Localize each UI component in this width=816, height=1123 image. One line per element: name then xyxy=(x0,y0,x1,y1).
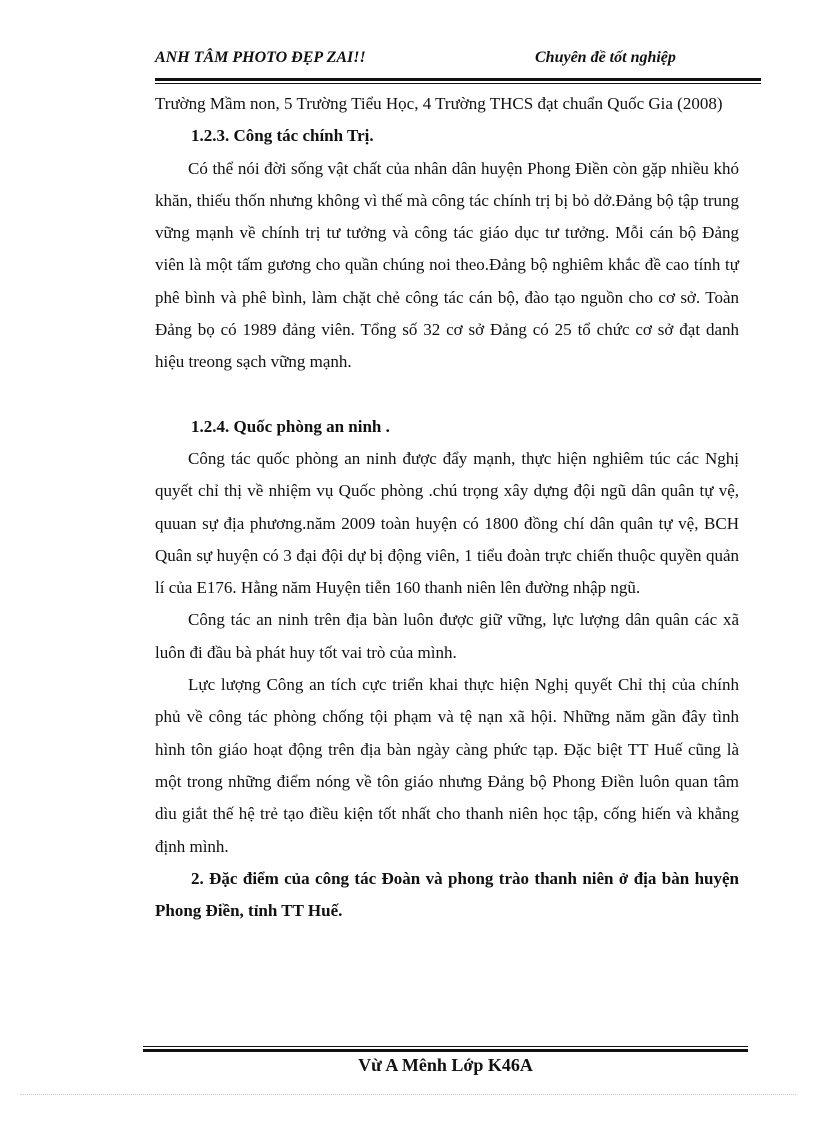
page-footer: Vừ A Mênh Lớp K46A xyxy=(358,1055,533,1075)
paragraph-defense-1: Công tác quốc phòng an ninh được đẩy mạnh, thực hiện nghiêm túc các Nghị quyết chỉ thị về nhiệm vụ Quốc phòng .chú trọng xây dựng đội ngũ dân quân tự vệ, quuan sự địa phương.năm 2009 toàn huyện có 1800 đồng chí dân quân tự vệ, BCH Quân sự huyện có 3 đại đội dự bị động viên, 1 tiểu đoàn trực chiến thuộc quyền quản lí của E176. Hằng năm Huyện tiễn 160 thanh niên lên đường nhập ngũ. xyxy=(155,448,739,598)
page-edge-dotted-line xyxy=(20,1094,796,1095)
paragraph-political-work: Có thể nói đời sống vật chất của nhân dân huyện Phong Điền còn gặp nhiều khó khăn, thiếu thốn nhưng không vì thế mà công tác chính trị bị bỏ dở.Đảng bộ tập trung vững mạnh về chính trị tư tưởng và công tác giáo dục tư tưởng. Mỗi cán bộ Đảng viên là một tấm gương cho quần chúng noi theo.Đảng bộ nghiêm khắc đề cao tính tự phê bình và phê bình, làm chặt chẻ công tác cán bộ, đào tạo nguồn cho cơ sở. Toàn Đảng bọ có 1989 đảng viên. Tổng số 32 cơ sở Đảng có 25 tổ chức cơ sở đạt danh hiệu treong sạch vững mạnh. xyxy=(155,158,739,372)
footer-rule-thick xyxy=(143,1049,748,1052)
intro-paragraph: Trường Mầm non, 5 Trường Tiểu Học, 4 Trường THCS đạt chuẩn Quốc Gia (2008) xyxy=(155,94,723,113)
section-heading-1-2-4: 1.2.4. Quốc phòng an ninh . xyxy=(191,416,390,436)
footer-rule-thin xyxy=(143,1046,748,1047)
header-right-text: Chuyên đề tốt nghiệp xyxy=(535,49,676,66)
section-heading-2: 2. Đặc điểm của công tác Đoàn và phong trào thanh niên ở địa bàn huyện Phong Điền, tỉnh TT Huế. xyxy=(155,868,739,921)
page-header xyxy=(155,45,760,71)
paragraph-defense-3: Lực lượng Công an tích cực triển khai thực hiện Nghị quyết Chỉ thị của chính phủ về công tác phòng chống tội phạm và tệ nạn xã hội. Những năm gần đây tình hình tôn giáo hoạt động trên địa bàn ngày càng phức tạp. Đặc biệt TT Huế cũng là một trong những điểm nóng về tôn giáo nhưng Đảng bộ Phong Điền luôn quan tâm dìu giắt thế hệ trẻ tạo điều kiện tốt nhất cho thanh niên học tập, cống hiến và khẳng định mình. xyxy=(155,675,739,856)
section-heading-1-2-3: 1.2.3. Công tác chính Trị. xyxy=(191,126,374,146)
paragraph-spacer xyxy=(155,379,739,411)
document-body xyxy=(155,88,739,927)
header-left-text: ANH TÂM PHOTO ĐẸP ZAI!! xyxy=(155,49,366,66)
header-rule-thick xyxy=(155,78,761,81)
header-rule-thin xyxy=(155,83,761,84)
paragraph-defense-2: Công tác an ninh trên địa bàn luôn được giữ vững, lực lượng dân quân các xã luôn đi đầu bà phát huy tốt vai trò của mình. xyxy=(155,610,739,662)
